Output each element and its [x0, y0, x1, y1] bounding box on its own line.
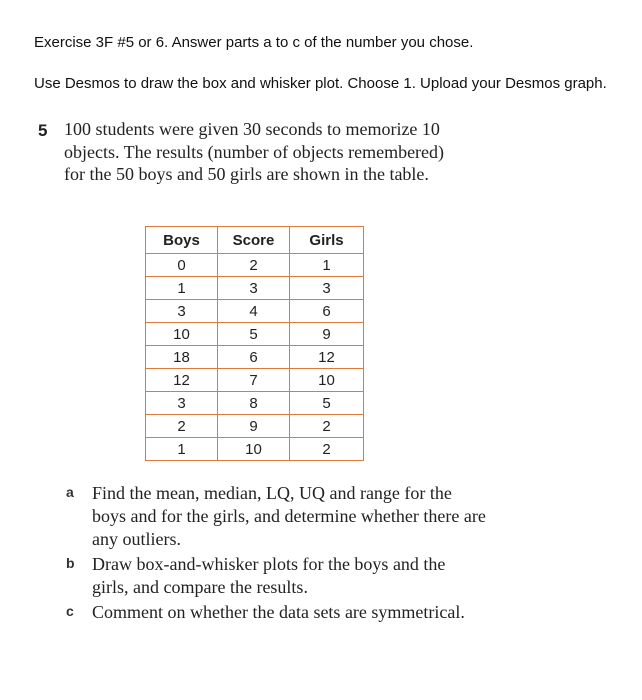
part-a: [66, 482, 486, 551]
question-number: 5: [38, 121, 48, 140]
girls-cell: 5: [290, 392, 364, 415]
boys-cell: 10: [146, 323, 218, 346]
desmos-instruction: Use Desmos to draw the box and whisker plot. Choose 1. Upload your Desmos graph.: [34, 75, 607, 92]
boys-cell: 3: [146, 300, 218, 323]
girls-cell: 2: [290, 415, 364, 438]
girls-cell: 10: [290, 369, 364, 392]
boys-cell: 3: [146, 392, 218, 415]
part-label: b: [66, 555, 75, 571]
part-text: Draw box-and-whisker plots for the boys and the girls, and compare the results.: [92, 554, 446, 597]
score-cell: 3: [218, 277, 290, 300]
boys-cell: 0: [146, 254, 218, 277]
boys-cell: 2: [146, 415, 218, 438]
score-cell: 9: [218, 415, 290, 438]
header-girls: Girls: [290, 227, 364, 254]
score-cell: 5: [218, 323, 290, 346]
table-row: [146, 369, 364, 392]
header-score: Score: [218, 227, 290, 254]
boys-cell: 12: [146, 369, 218, 392]
part-label: a: [66, 484, 74, 500]
header-boys: Boys: [146, 227, 218, 254]
part-c: [66, 601, 486, 624]
girls-cell: 1: [290, 254, 364, 277]
score-cell: 10: [218, 438, 290, 461]
results-table: [145, 226, 364, 461]
part-label: c: [66, 603, 74, 619]
table-row: [146, 277, 364, 300]
table-row: [146, 300, 364, 323]
girls-cell: 9: [290, 323, 364, 346]
table-row: [146, 254, 364, 277]
score-cell: 6: [218, 346, 290, 369]
part-b: [66, 553, 486, 599]
girls-cell: 3: [290, 277, 364, 300]
table-row: [146, 346, 364, 369]
question-text: 100 students were given 30 seconds to memorize 10 objects. The results (number of objects remembered) for the 50 boys and 50 girls are shown in the table.: [64, 119, 445, 184]
girls-cell: 2: [290, 438, 364, 461]
score-cell: 2: [218, 254, 290, 277]
score-cell: 4: [218, 300, 290, 323]
table-row: [146, 323, 364, 346]
girls-cell: 12: [290, 346, 364, 369]
table-row: [146, 415, 364, 438]
boys-cell: 1: [146, 277, 218, 300]
score-cell: 7: [218, 369, 290, 392]
table-header-row: [146, 227, 364, 254]
table-row: [146, 392, 364, 415]
table-row: [146, 438, 364, 461]
girls-cell: 6: [290, 300, 364, 323]
boys-cell: 18: [146, 346, 218, 369]
boys-cell: 1: [146, 438, 218, 461]
exercise-instruction: Exercise 3F #5 or 6. Answer parts a to c of the number you chose.: [34, 34, 474, 51]
part-text: Find the mean, median, LQ, UQ and range for the boys and for the girls, and determine whether there are any outliers.: [92, 483, 486, 549]
question-parts: [66, 482, 486, 626]
score-cell: 8: [218, 392, 290, 415]
part-text: Comment on whether the data sets are symmetrical.: [92, 602, 465, 622]
